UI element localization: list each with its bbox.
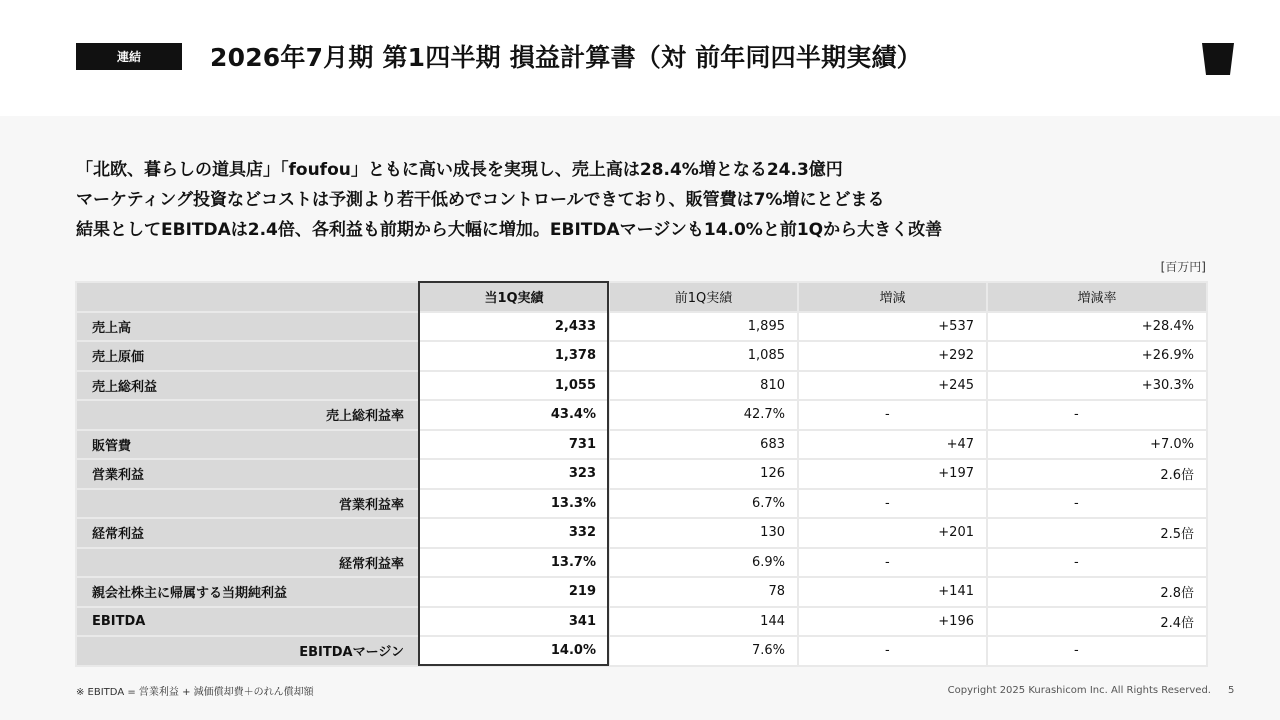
table-row (76, 341, 1207, 371)
change-value: +537 (798, 312, 987, 342)
current-q1-value: 731 (419, 430, 609, 460)
summary-text (76, 155, 1216, 245)
column-header-change: 増減 (798, 282, 987, 312)
change-value: +197 (798, 459, 987, 489)
previous-q1-value: 6.7% (609, 489, 798, 519)
cup-icon (1200, 42, 1236, 76)
column-header-current-q1: 当1Q実績 (419, 282, 609, 312)
change-value: +201 (798, 518, 987, 548)
change-value: +141 (798, 577, 987, 607)
change-value: +292 (798, 341, 987, 371)
change-value: +196 (798, 607, 987, 637)
change-rate-value: - (987, 400, 1207, 430)
row-label: 経常利益率 (76, 548, 419, 578)
consolidated-badge: 連結 (76, 43, 182, 70)
previous-q1-value: 683 (609, 430, 798, 460)
previous-q1-value: 144 (609, 607, 798, 637)
column-header-change-rate: 増減率 (987, 282, 1207, 312)
row-label: 営業利益 (76, 459, 419, 489)
change-rate-value: 2.4倍 (987, 607, 1207, 637)
change-rate-value: - (987, 636, 1207, 666)
summary-line: マーケティング投資などコストは予測より若干低めでコントロールできており、販管費は7%増にとどまる (76, 190, 885, 210)
change-rate-value: 2.6倍 (987, 459, 1207, 489)
row-label: 売上原価 (76, 341, 419, 371)
current-q1-value: 341 (419, 607, 609, 637)
change-value: +47 (798, 430, 987, 460)
table-row (76, 489, 1207, 519)
previous-q1-value: 6.9% (609, 548, 798, 578)
change-rate-value: +7.0% (987, 430, 1207, 460)
row-label: 売上高 (76, 312, 419, 342)
page-title: 2026年7月期 第1四半期 損益計算書（対 前年同四半期実績） (210, 43, 922, 72)
current-q1-value: 219 (419, 577, 609, 607)
page-number: 5 (1228, 685, 1235, 696)
previous-q1-value: 7.6% (609, 636, 798, 666)
current-q1-value: 1,055 (419, 371, 609, 401)
current-q1-value: 13.3% (419, 489, 609, 519)
current-q1-value: 2,433 (419, 312, 609, 342)
change-value: - (798, 400, 987, 430)
change-rate-value: - (987, 548, 1207, 578)
previous-q1-value: 1,085 (609, 341, 798, 371)
current-q1-value: 1,378 (419, 341, 609, 371)
row-label: 販管費 (76, 430, 419, 460)
change-rate-value: 2.5倍 (987, 518, 1207, 548)
current-q1-value: 332 (419, 518, 609, 548)
row-label: 営業利益率 (76, 489, 419, 519)
table-header-row (76, 282, 1207, 312)
summary-line: 「北欧、暮らしの道具店」「foufou」ともに高い成長を実現し、売上高は28.4%増となる24.3億円 (76, 160, 843, 180)
slide-header (0, 0, 1280, 116)
table-row (76, 371, 1207, 401)
change-value: +245 (798, 371, 987, 401)
change-rate-value: +30.3% (987, 371, 1207, 401)
row-label: 売上総利益率 (76, 400, 419, 430)
table-row (76, 400, 1207, 430)
summary-line: 結果としてEBITDAは2.4倍、各利益も前期から大幅に増加。EBITDAマージンも14.0%と前1Qから大きく改善 (76, 220, 943, 240)
table-row (76, 548, 1207, 578)
change-value: - (798, 489, 987, 519)
previous-q1-value: 126 (609, 459, 798, 489)
previous-q1-value: 810 (609, 371, 798, 401)
row-label: 売上総利益 (76, 371, 419, 401)
change-rate-value: +28.4% (987, 312, 1207, 342)
previous-q1-value: 42.7% (609, 400, 798, 430)
row-label: 経常利益 (76, 518, 419, 548)
previous-q1-value: 130 (609, 518, 798, 548)
table-row (76, 607, 1207, 637)
row-label: 親会社株主に帰属する当期純利益 (76, 577, 419, 607)
change-rate-value: +26.9% (987, 341, 1207, 371)
change-value: - (798, 636, 987, 666)
table-row (76, 312, 1207, 342)
copyright: Copyright 2025 Kurashicom Inc. All Rights Reserved. (947, 685, 1211, 696)
current-q1-value: 14.0% (419, 636, 609, 666)
table-row (76, 577, 1207, 607)
table-row (76, 518, 1207, 548)
previous-q1-value: 78 (609, 577, 798, 607)
footnote: ※ EBITDA = 営業利益 + 減価償却費＋のれん償却額 (76, 687, 314, 698)
table-row (76, 636, 1207, 666)
change-value: - (798, 548, 987, 578)
current-q1-value: 323 (419, 459, 609, 489)
previous-q1-value: 1,895 (609, 312, 798, 342)
change-rate-value: - (987, 489, 1207, 519)
table-row (76, 459, 1207, 489)
column-header-previous-q1: 前1Q実績 (609, 282, 798, 312)
column-header-label (76, 282, 419, 312)
row-label: EBITDA (76, 607, 419, 637)
current-q1-value: 13.7% (419, 548, 609, 578)
current-q1-value: 43.4% (419, 400, 609, 430)
income-statement-table (75, 281, 1208, 667)
change-rate-value: 2.8倍 (987, 577, 1207, 607)
table-row (76, 430, 1207, 460)
unit-label: [百万円] (1160, 260, 1206, 274)
row-label: EBITDAマージン (76, 636, 419, 666)
